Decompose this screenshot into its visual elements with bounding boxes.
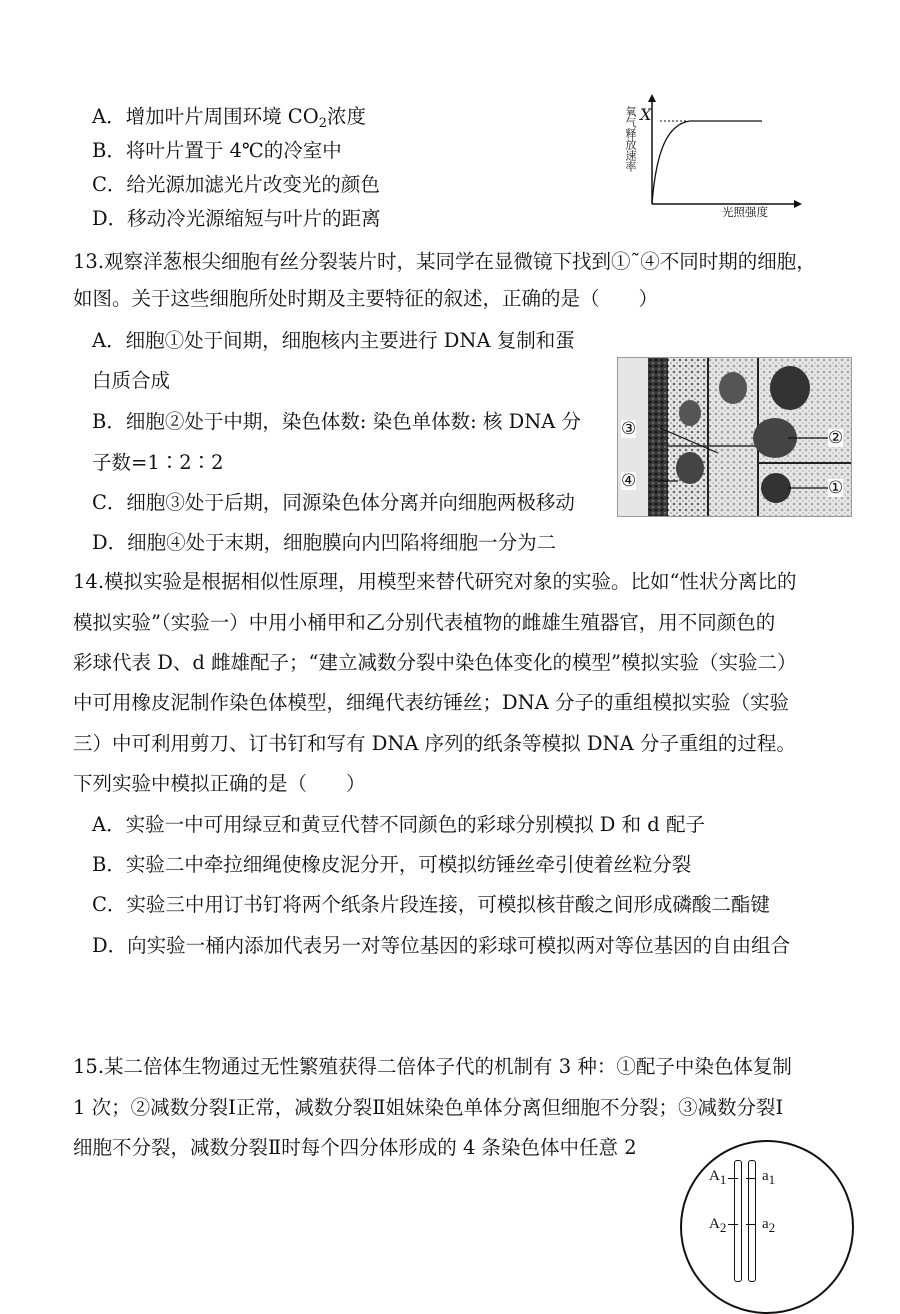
gene-label-a2: $a_2$ (762, 1216, 776, 1235)
q13-option-c: C．细胞③处于后期，同源染色体分离并向细胞两极移动 (92, 491, 575, 514)
q14-stem-line-3: 彩球代表 D、d 雌雄配子；“建立减数分裂中染色体变化的模型”模拟实验（实验二） (73, 651, 797, 674)
graph-y-label: 氧气释放速率 (624, 106, 637, 172)
gene-label-A1: $A_1$ (709, 1168, 727, 1187)
micro-label-1: ① (828, 478, 844, 498)
locus-a2-lower-mark (746, 1224, 756, 1225)
locus-a2-mark (728, 1224, 738, 1225)
q13-option-a-line-1: A．细胞①处于间期，细胞核内主要进行 DNA 复制和蛋 (92, 329, 575, 352)
light-intensity-graph (612, 92, 822, 227)
q14-option-b: B．实验二中牵拉细绳使橡皮泥分开，可模拟纺锤丝牵引使着丝粒分裂 (92, 853, 692, 876)
chromosome-diagram (680, 1140, 854, 1314)
q12-option-c: C．给光源加滤光片改变光的颜色 (92, 173, 380, 196)
micrograph-svg (618, 358, 851, 516)
q14-option-c: C．实验三中用订书钉将两个纸条片段连接，可模拟核苷酸之间形成磷酸二酯键 (92, 893, 770, 916)
gene-label-A2: $A_2$ (709, 1216, 727, 1235)
q13-stem-line-1: 13.观察洋葱根尖细胞有丝分裂装片时，某同学在显微镜下找到①˜④不同时期的细胞， (73, 250, 816, 273)
q12-option-b: B．将叶片置于 4℃的冷室中 (92, 139, 342, 162)
q15-stem-line-2: 1 次；②减数分裂Ⅰ正常，减数分裂Ⅱ姐妹染色单体分离但细胞不分裂；③减数分裂Ⅰ (73, 1096, 784, 1119)
q14-stem-line-6: 下列实验中模拟正确的是（ ） (73, 772, 366, 795)
q15-stem-line-1: 15.某二倍体生物通过无性繁殖获得二倍体子代的机制有 3 种：①配子中染色体复制 (73, 1055, 792, 1078)
q13-option-d: D．细胞④处于末期，细胞膜向内凹陷将细胞一分为二 (92, 531, 557, 554)
q13-stem-line-2: 如图。关于这些细胞所处时期及主要特征的叙述，正确的是（ ） (73, 287, 659, 310)
graph-x-mark: X (640, 105, 652, 124)
micro-label-3: ③ (621, 419, 637, 439)
micro-label-2: ② (828, 428, 844, 448)
micro-label-4: ④ (621, 471, 637, 491)
q13-option-b-line-1: B．细胞②处于中期，染色体数: 染色单体数: 核 DNA 分 (92, 410, 582, 433)
q14-option-a: A．实验一中可用绿豆和黄豆代替不同颜色的彩球分别模拟 D 和 d 配子 (92, 813, 705, 836)
q14-stem-line-5: 三）中可利用剪刀、订书钉和写有 DNA 序列的纸条等模拟 DNA 分子重组的过程。 (73, 732, 796, 755)
q14-stem-line-4: 中可用橡皮泥制作染色体模型，细绳代表纺锤丝；DNA 分子的重组模拟实验（实验 (73, 691, 789, 714)
q13-option-b-line-2: 子数=1∶2∶2 (92, 451, 224, 474)
q13-option-a-line-2: 白质合成 (92, 369, 171, 392)
locus-a1-mark (728, 1178, 738, 1179)
q14-stem-line-1: 14.模拟实验是根据相似性原理，用模型来替代研究对象的实验。比如“性状分离比的 (73, 570, 797, 593)
q12-option-d: D．移动冷光源缩短与叶片的距离 (92, 207, 381, 230)
q14-stem-line-2: 模拟实验”（实验一）中用小桶甲和乙分别代表植物的雌雄生殖器官，用不同颜色的 (73, 611, 776, 634)
graph-x-label: 光照强度 (722, 205, 768, 219)
gene-label-a1: $a_1$ (762, 1168, 776, 1187)
q15-stem-line-3: 细胞不分裂，减数分裂Ⅱ时每个四分体形成的 4 条染色体中任意 2 (73, 1136, 637, 1159)
q14-option-d: D．向实验一桶内添加代表另一对等位基因的彩球可模拟两对等位基因的自由组合 (92, 934, 791, 957)
locus-a1-lower-mark (746, 1178, 756, 1179)
q12-option-a: A．增加叶片周围环境 $CO_2$浓度 (92, 105, 366, 131)
root-tip-micrograph (617, 357, 852, 517)
